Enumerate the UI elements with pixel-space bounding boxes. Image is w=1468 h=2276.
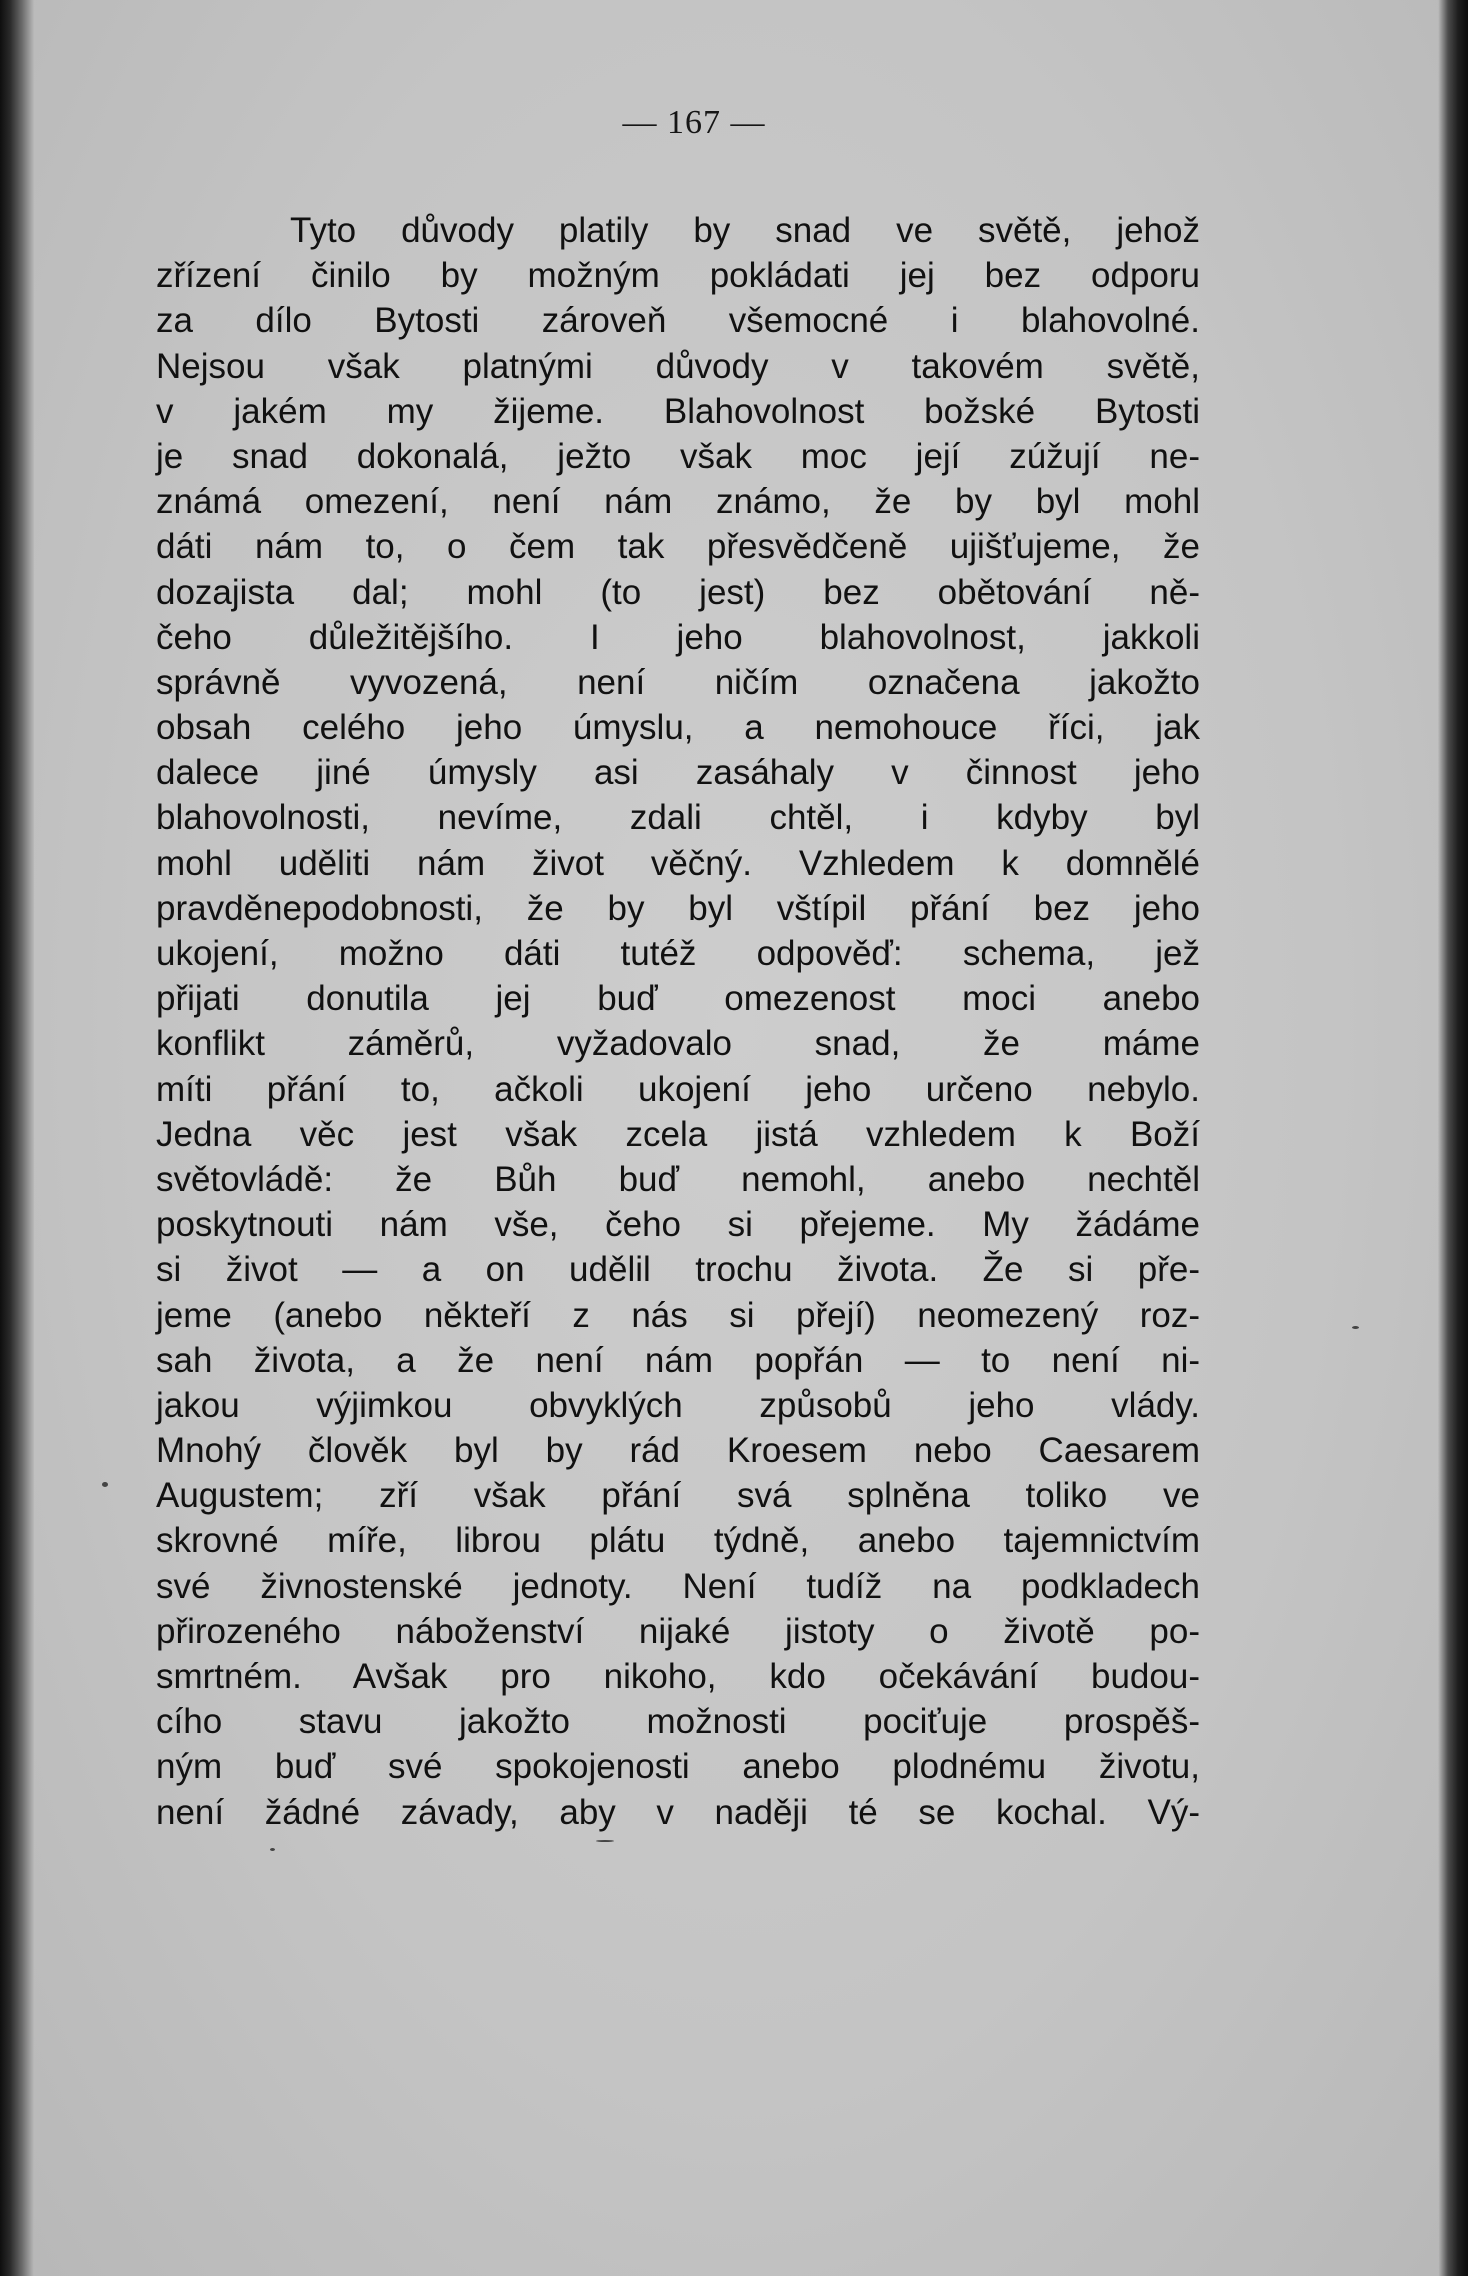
text-line: sah života, a že není nám popřán — to není ni- — [156, 1340, 1200, 1380]
scan-speck — [596, 1840, 614, 1842]
text-line: obsah celého jeho úmyslu, a nemohouce říci, jak — [156, 708, 1200, 748]
text-line: ukojení, možno dáti tutéž odpověď: schema, jež — [156, 934, 1200, 973]
text-line: mohl uděliti nám život věčný. Vzhledem k domnělé — [156, 843, 1200, 883]
text-line: jeme (anebo někteří z nás si přejí) neomezený roz- — [156, 1295, 1200, 1335]
body-text — [156, 208, 1200, 1835]
text-line: není žádné závady, aby v naději té se kochal. Vý- — [156, 1792, 1200, 1832]
text-line: ným buď své spokojenosti anebo plodnému životu, — [156, 1747, 1200, 1787]
text-line: blahovolnosti, nevíme, zdali chtěl, i kdyby byl — [156, 798, 1200, 838]
text-line: dalece jiné úmysly asi zasáhaly v činnost jeho — [156, 753, 1200, 793]
scan-edge-left — [0, 0, 34, 2276]
scan-edge-right — [1438, 0, 1468, 2276]
text-line: přijati donutila jej buď omezenost moci anebo — [156, 979, 1200, 1019]
text-line: smrtném. Avšak pro nikoho, kdo očekávání budou- — [156, 1657, 1200, 1696]
text-line: přirozeného náboženství nijaké jistoty o životě po- — [156, 1611, 1200, 1651]
text-line: známá omezení, není nám známo, že by byl mohl — [156, 482, 1200, 522]
text-line: správně vyvozená, není ničím označena jakožto — [156, 662, 1200, 702]
text-line: Mnohý člověk byl by rád Kroesem nebo Caesarem — [156, 1431, 1200, 1471]
text-line: v jakém my žijeme. Blahovolnost božské Bytosti — [156, 391, 1200, 431]
text-line: jakou výjimkou obvyklých způsobů jeho vlády. — [156, 1385, 1200, 1425]
text-line: poskytnouti nám vše, čeho si přejeme. My žádáme — [156, 1205, 1200, 1245]
text-line: Augustem; zří však přání svá splněna toliko ve — [156, 1476, 1200, 1516]
page-number: — 167 — — [622, 104, 766, 141]
text-line: světovládě: že Bůh buď nemohl, anebo nechtěl — [156, 1159, 1200, 1199]
text-line: své živnostenské jednoty. Není tudíž na podkladech — [156, 1566, 1200, 1606]
text-line: cího stavu jakožto možnosti pociťuje prospěš- — [156, 1702, 1200, 1742]
text-line: Jedna věc jest však zcela jistá vzhledem k Boží — [156, 1114, 1200, 1154]
text-line: za dílo Bytosti zároveň všemocné i blahovolné. — [156, 301, 1200, 341]
text-line: skrovné míře, librou plátu týdně, anebo tajemnictvím — [156, 1521, 1200, 1561]
text-line: Nejsou však platnými důvody v takovém světě, — [156, 346, 1200, 386]
text-line: míti přání to, ačkoli ukojení jeho určeno nebylo. — [156, 1069, 1200, 1109]
text-line: dozajista dal; mohl (to jest) bez obětování ně- — [156, 572, 1200, 612]
text-line: konflikt záměrů, vyžadovalo snad, že máme — [156, 1024, 1200, 1064]
scan-speck — [1352, 1326, 1359, 1329]
text-line: pravděnepodobnosti, že by byl vštípil přání bez jeho — [156, 888, 1200, 928]
text-line: je snad dokonalá, ježto však moc její zúžují ne- — [156, 436, 1200, 476]
text-line: Tyto důvody platily by snad ve světě, jehož — [290, 211, 1200, 250]
text-line: čeho důležitějšího. I jeho blahovolnost, jakkoli — [156, 617, 1200, 657]
text-line: si život — a on udělil trochu života. Že si pře- — [156, 1250, 1200, 1290]
book-page — [34, 0, 1438, 2276]
text-line: dáti nám to, o čem tak přesvědčeně ujišťujeme, že — [156, 527, 1200, 567]
text-line: zřízení činilo by možným pokládati jej bez odporu — [156, 256, 1200, 296]
scan-speck — [270, 1848, 275, 1851]
scan-speck — [102, 1482, 108, 1487]
